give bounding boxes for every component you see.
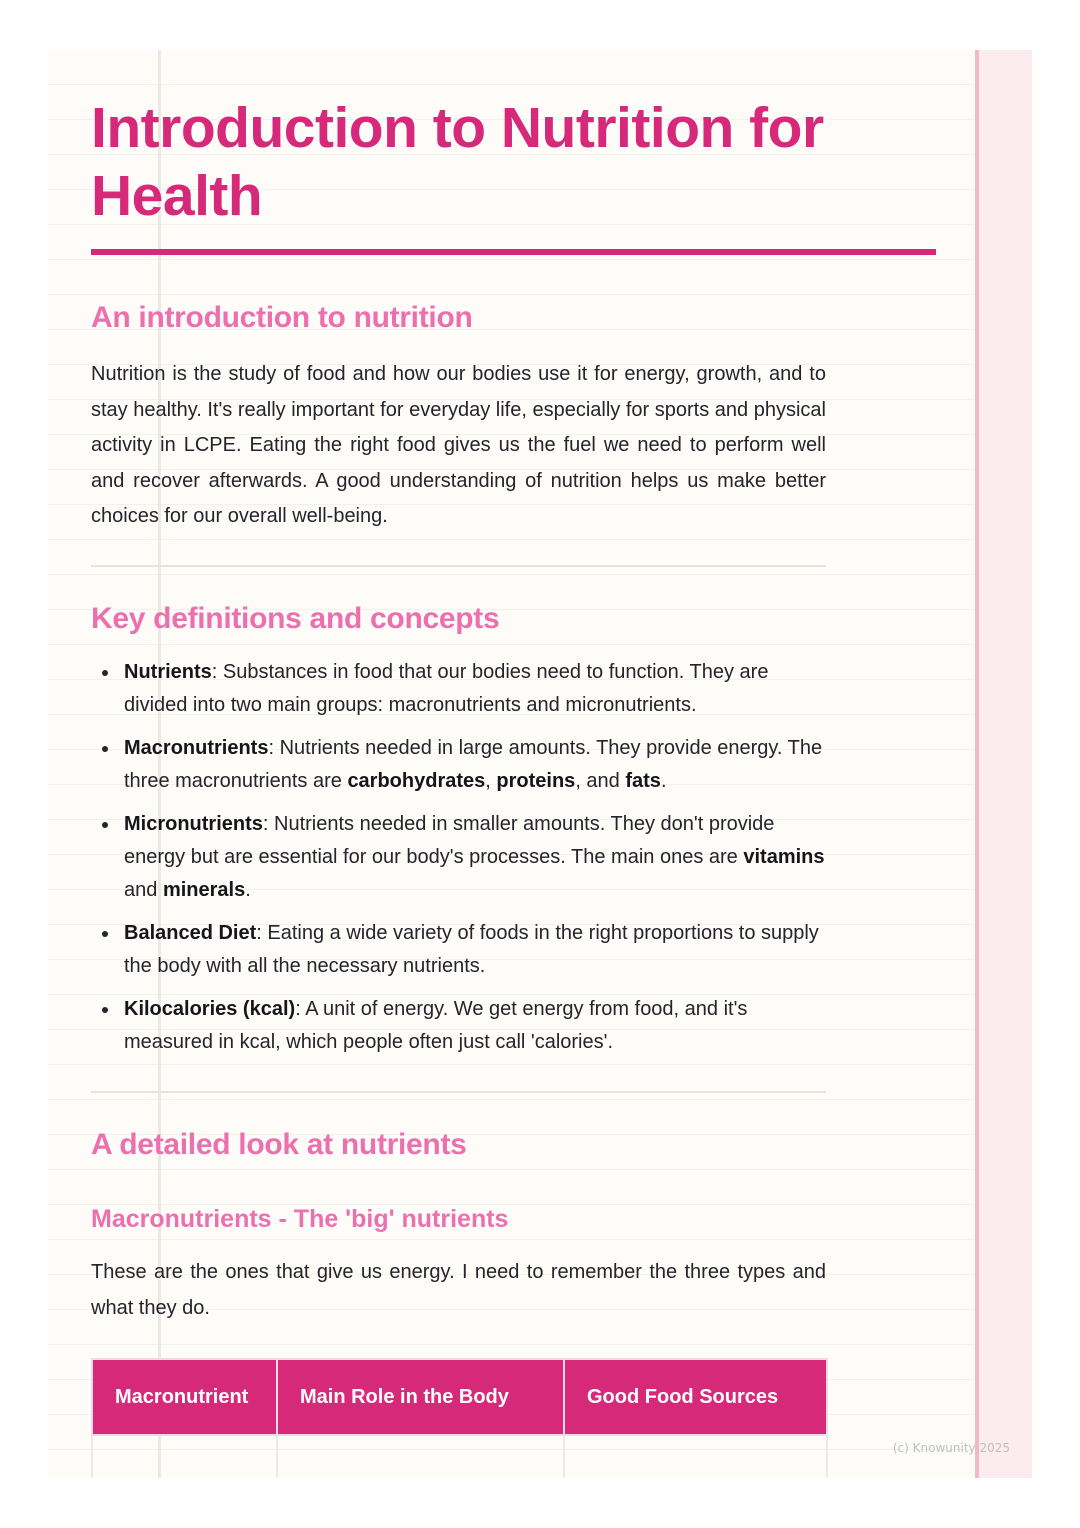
table-header-row bbox=[92, 1359, 827, 1435]
definition-text: : Nutrients needed in large amounts. They provide energy. The three macronutrients are bbox=[124, 737, 823, 792]
section-divider bbox=[91, 1091, 826, 1093]
definition-term: Balanced Diet bbox=[124, 922, 257, 944]
table-cell bbox=[564, 1435, 827, 1478]
definition-term: Nutrients bbox=[124, 661, 212, 683]
copyright-footer: (c) Knowunity 2025 bbox=[892, 1441, 1010, 1455]
notebook-page bbox=[48, 50, 1032, 1478]
definition-item bbox=[91, 656, 831, 722]
column-header-food-sources: Good Food Sources bbox=[564, 1359, 827, 1435]
section-divider bbox=[91, 565, 826, 567]
definition-text: : A unit of energy. We get energy from food, and it's measured in kcal, which people often just call 'calories'. bbox=[124, 998, 748, 1053]
definition-text: and bbox=[124, 879, 163, 901]
definition-text: . bbox=[245, 879, 251, 901]
definition-keyword: minerals bbox=[162, 879, 246, 901]
definition-keyword: fats bbox=[625, 770, 661, 792]
definition-text: : Nutrients needed in smaller amounts. They don't provide energy but are essential for our body's processes. The main ones are bbox=[124, 813, 775, 868]
definition-keyword: vitamins bbox=[743, 846, 825, 868]
definitions-list bbox=[91, 656, 831, 1069]
definition-term: Macronutrients bbox=[124, 737, 269, 759]
definition-item bbox=[91, 917, 831, 983]
definition-text: : Substances in food that our bodies need to function. They are divided into two main groups: macronutrients and micronutrients. bbox=[124, 661, 769, 716]
column-header-macronutrient: Macronutrient bbox=[92, 1359, 277, 1435]
right-margin-line bbox=[975, 50, 979, 1478]
document-title: Introduction to Nutrition for Health bbox=[91, 96, 824, 228]
definition-term: Micronutrients bbox=[124, 813, 263, 835]
section-heading-definitions: Key definitions and concepts bbox=[91, 602, 500, 635]
definition-text: , and bbox=[575, 770, 626, 792]
subheading-macronutrients: Macronutrients - The 'big' nutrients bbox=[91, 1205, 509, 1233]
definition-item bbox=[91, 808, 831, 907]
definition-keyword: proteins bbox=[496, 770, 576, 792]
section-heading-intro: An introduction to nutrition bbox=[91, 301, 473, 334]
title-underline bbox=[91, 249, 936, 255]
right-margin-strip bbox=[975, 50, 1032, 1478]
definition-text: , bbox=[485, 770, 497, 792]
table-cell bbox=[92, 1435, 277, 1478]
macronutrients-table bbox=[91, 1358, 828, 1478]
table-row bbox=[92, 1435, 827, 1478]
macronutrients-paragraph: These are the ones that give us energy. I need to remember the three types and what they do. bbox=[91, 1261, 826, 1319]
definition-item bbox=[91, 993, 831, 1059]
table-cell bbox=[277, 1435, 564, 1478]
definition-item bbox=[91, 732, 831, 798]
column-header-main-role: Main Role in the Body bbox=[277, 1359, 564, 1435]
definition-term: Kilocalories (kcal) bbox=[124, 998, 296, 1020]
intro-paragraph: Nutrition is the study of food and how our bodies use it for energy, growth, and to stay healthy. It's really important for everyday life, especially for sports and physical activity in LCPE. Eating the right food gives us the fuel we need to perform well and recover afterwards. A good understanding of nutrition helps us make better choices for our overall well-being. bbox=[91, 363, 826, 527]
section-heading-nutrients: A detailed look at nutrients bbox=[91, 1128, 467, 1161]
definition-text: . bbox=[660, 770, 667, 792]
definition-text: : Eating a wide variety of foods in the right proportions to supply the body with all the necessary nutrients. bbox=[124, 922, 819, 977]
definition-keyword: carbohydrates bbox=[347, 770, 486, 792]
